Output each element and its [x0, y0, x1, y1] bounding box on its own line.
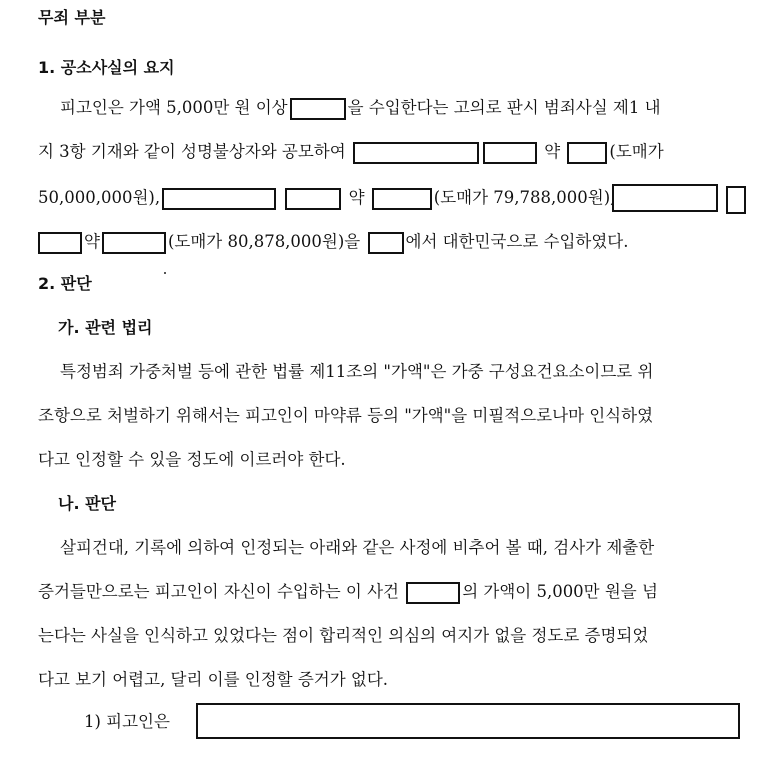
- sub-a-line1: 특정범죄 가중처벌 등에 관한 법률 제11조의 "가액"은 가중 구성요건요소이므로 위: [60, 362, 654, 381]
- text: 약: [544, 142, 561, 161]
- sub-b-line3: 는다는 사실을 인식하고 있었다는 점이 합리적인 의심의 여지가 없을 정도로 증명되었: [38, 626, 649, 645]
- redaction-box: [372, 188, 432, 210]
- stray-dot: [164, 272, 166, 274]
- redaction-box: [612, 184, 718, 212]
- sub-a-line3: 다고 인정할 수 있을 정도에 이르러야 한다.: [38, 450, 346, 469]
- text: 지 3항 기재와 같이 성명불상자와 공모하여: [38, 142, 346, 161]
- text: 1) 피고인은: [84, 712, 170, 731]
- redaction-box: [290, 98, 346, 120]
- text: 50,000,000원),: [38, 188, 161, 207]
- redaction-box: [406, 582, 460, 604]
- text: (도매가 80,878,000원)을: [167, 232, 361, 251]
- text: 약: [84, 232, 100, 251]
- text: 증거들만으로는 피고인이 자신이 수입하는 이 사건: [38, 582, 399, 601]
- text: 에서 대한민국으로 수입하였다.: [405, 232, 629, 251]
- text: 약: [348, 188, 365, 207]
- redaction-box: [726, 186, 746, 214]
- sec2-heading: 2. 판단: [38, 274, 92, 293]
- redaction-box: [102, 232, 166, 254]
- text: 피고인은 가액 5,000만 원 이상: [60, 98, 288, 117]
- text: (도매가 79,788,000원),: [433, 188, 616, 207]
- sub-b-line1: 살피건대, 기록에 의하여 인정되는 아래와 같은 사정에 비추어 볼 때, 검사가 제출한: [60, 538, 655, 557]
- redaction-box: [368, 232, 404, 254]
- text: (도매가: [609, 142, 664, 161]
- redaction-box: [353, 142, 479, 164]
- redaction-box: [285, 188, 341, 210]
- sub-b-heading: 나. 판단: [58, 494, 117, 513]
- sub-b-line2: [38, 580, 658, 604]
- sec1-line4: [36, 230, 628, 254]
- sub-a-line2: 조항으로 처벌하기 위해서는 피고인이 마약류 등의 "가액"을 미필적으로나마 인식하였: [38, 406, 654, 425]
- redaction-box: [483, 142, 537, 164]
- redaction-box: [162, 188, 276, 210]
- redaction-box: [567, 142, 607, 164]
- sec1-line2: [38, 140, 664, 164]
- redaction-box: [196, 703, 740, 739]
- sec1-line3: [38, 186, 615, 210]
- sub-b-line4: 다고 보기 어렵고, 달리 이를 인정할 증거가 없다.: [38, 670, 389, 689]
- sub-b-item1: [84, 710, 170, 734]
- sec1-heading: 1. 공소사실의 요지: [38, 58, 175, 77]
- sec1-line1: [60, 96, 742, 120]
- sub-a-heading: 가. 관련 법리: [58, 318, 153, 337]
- text: 을 수입한다는 고의로 판시 범죄사실 제1 내: [347, 98, 661, 117]
- redaction-box: [38, 232, 82, 254]
- text: 의 가액이 5,000만 원을 넘: [462, 582, 658, 601]
- section-title: 무죄 부분: [38, 8, 106, 27]
